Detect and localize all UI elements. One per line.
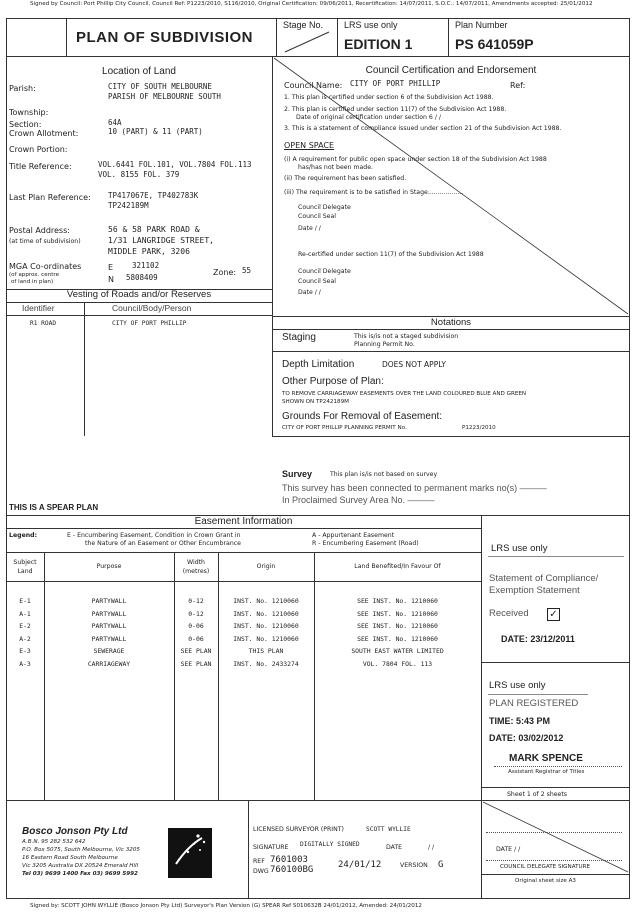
sheet-count: Sheet 1 of 2 sheets [507,791,568,798]
mga-sub-1: (of approx. centre [9,272,60,278]
sheet-size: Original sheet size A3 [515,878,576,884]
col-origin: Origin [256,563,276,570]
firm-po: P.O. Box 5075, South Melbourne, Vic 3205 [22,847,140,853]
council-name-value: CITY OF PORT PHILLIP [350,79,441,88]
plan-title: PLAN OF SUBDIVISION [76,29,254,46]
recertified-text: Re-certified under section 11(7) of the Subdivision Act 1988 [298,251,484,258]
other-purpose-label: Other Purpose of Plan: [282,376,384,387]
council-date-1: Date / / [298,225,321,232]
legend-a: A - Appurtenant Easement [312,532,395,539]
council-name-label: Council Name: [284,81,343,90]
township-label: Township: [9,108,49,117]
col-benefited: Land Benefited/In Favour Of [354,563,441,570]
ref-label: REF [253,858,265,865]
mga-sub-2: of land in plan) [11,279,54,285]
easement-cell-origin: INST. No. 1210060 [233,597,299,605]
soc-line-2: Exemption Statement [489,585,580,596]
soc-date: DATE: 23/12/2011 [501,634,575,644]
right-date: DATE / / [496,846,521,853]
col-subject-2: Land [17,568,33,575]
council-delegate-1: Council Delegate [298,204,351,211]
firm-tel: Tel 03) 9699 1400 Fax 03) 9699 5992 [22,871,138,877]
zone-label: Zone: [213,268,237,277]
easement-cell-width: 0-06 [188,622,204,630]
last-plan-2: TP242189M [108,201,149,210]
zone-value: 55 [242,266,252,275]
easement-cell-purpose: SEWERAGE [93,647,125,655]
postal-2: 1/31 LANGRIDGE STREET, [108,236,214,245]
staging-label: Staging [282,332,316,343]
survey-line-2: In Proclaimed Survey Area No. ——— [282,495,435,505]
title-ref-label: Title Reference: [9,162,72,171]
cert-item-2b: Date of original certification under section 6 / / [296,114,441,121]
easement-cell-origin: INST. No. 1210060 [233,634,299,643]
open-space-3: (iii) The requirement is to be satisfied in Stage.................. [284,189,464,196]
lrs-use-label: LRS use only [344,20,398,30]
crown-allotment-value: 10 (PART) & 11 (PART) [108,127,203,136]
council-ref-label: Ref: [510,81,526,90]
section-value: 64A [108,118,122,127]
open-space-2: (ii) The requirement has been satisfied. [284,175,407,182]
last-plan-label: Last Plan Reference: [9,193,91,202]
plan-number-label: Plan Number [455,20,508,30]
easement-cell-purpose: PARTYWALL [91,634,127,643]
mga-n: 5808409 [126,273,158,282]
council-delegate-signature: COUNCIL DELEGATE SIGNATURE [500,864,591,870]
legend-e2: the Nature of an Easement or Other Encumbrance [85,540,241,547]
grounds-value: CITY OF PORT PHILLIP PLANNING PERMIT No. [282,425,407,431]
crown-portion-label: Crown Portion: [9,145,68,154]
postal-label: Postal Address: [9,226,70,235]
received-label: Received [489,608,529,619]
easement-cell-subject: A-1 [19,609,31,618]
easement-cell-origin: INST. No. 2433274 [233,659,299,668]
council-delegate-2: Council Delegate [298,268,351,275]
registrar-name: MARK SPENCE [509,753,583,764]
firm-vic: Vic 3205 Australia DX 20524 Emerald Hill [22,863,139,869]
council-seal-2: Council Seal [298,278,337,285]
soc-line-1: Statement of Compliance/ [489,573,599,584]
bottom-signed-text: Signed by: SCOTT JOHN WYLLIE (Bosco Jonson Pty Ltd) Surveyor's Plan Version (G) SPEAR Ref S010632B 24/01/2012, Amended: 24/01/2012 [30,903,422,909]
col-subject-1: Subject [13,559,37,566]
easement-cell-origin: INST. No. 1210060 [233,609,299,618]
other-purpose-1: TO REMOVE CARRIAGEWAY EASEMENTS OVER THE LAND COLOURED BLUE AND GREEN [282,391,527,397]
cert-item-1: 1. This plan is certified under section 6 of the Subdivision Act 1988. [284,94,494,101]
registered-date: DATE: 03/02/2012 [489,733,564,743]
easement-cell-benefited: SOUTH EAST WATER LIMITED [351,647,444,655]
postal-sub: (at time of subdivision) [9,238,81,245]
title-ref-1: VOL.6441 FOL.101, VOL.7804 FOL.113 [98,160,252,169]
licensed-surveyor-label: LICENSED SURVEYOR (PRINT) [253,826,344,833]
easement-cell-subject: A-3 [19,659,31,668]
col-width-2: (metres) [182,568,210,575]
surveyor-date-label: DATE [386,844,403,851]
easement-cell-benefited: SEE INST. No. 1210060 [357,609,438,618]
stage-slash [277,18,337,56]
ref-value: 7601003 [270,855,308,865]
col-purpose: Purpose [96,563,122,570]
survey-line-1: This survey has been connected to permanent marks no(s) ——— [282,483,547,493]
vesting-col-council: Council/Body/Person [112,303,192,313]
easement-heading: Easement Information [194,516,293,527]
plan-registered: PLAN REGISTERED [489,698,579,709]
cert-item-2a: 2. This plan is certified under section 11(7) of the Subdivision Act 1988. [284,106,507,113]
firm-abn: A.B.N. 95 282 532 642 [22,839,86,845]
easement-cell-purpose: PARTYWALL [91,622,127,630]
crown-allotment-label: Crown Allotment: [9,129,79,138]
mga-label: MGA Co-ordinates [9,262,82,271]
survey-label: Survey [282,469,313,479]
stage-label: Stage No. [283,20,324,30]
licensed-surveyor-value: SCOTT WYLLIE [366,826,411,833]
easement-cell-width: 0-12 [188,609,204,618]
depth-label: Depth Limitation [282,359,355,370]
easement-cell-subject: E-3 [19,647,31,655]
vesting-row-council: CITY OF PORT PHILLIP [112,320,187,327]
signature-label: SIGNATURE [253,844,289,851]
last-plan-1: TP417067E, TP402783K [108,191,199,200]
firm-name: Bosco Jonson Pty Ltd [22,826,128,837]
mga-e-label: E [108,263,114,272]
easement-cell-subject: E-1 [19,597,31,605]
open-space-1b: has/has not been made. [298,164,373,171]
dwg-value: 760100BG [270,865,314,875]
staging-text-1: This is/is not a staged subdivision [354,333,459,340]
legend-label: Legend: [9,532,38,539]
top-signed-text: Signed by Council: Port Phillip City Council, Council Ref: P1223/2010, S116/2010, Original Certification: 09/06/2011, Recertification: 14/07/2011, S.O.C.: 14/07/2011, Amendments accepted: 25/01/2012 [30,1,593,7]
easement-cell-width: SEE PLAN [180,647,212,655]
staging-text-2: Planning Permit No. [354,341,415,348]
easement-cell-benefited: SEE INST. No. 1210060 [357,597,438,605]
legend-e: E - Encumbering Easement, Condition in Crown Grant in [67,532,241,539]
version-value: G [438,860,444,870]
easement-cell-purpose: PARTYWALL [91,597,127,605]
other-purpose-2: SHOWN ON TP242189M [282,399,349,405]
parish-value-1: CITY OF SOUTH MELBOURNE [108,82,212,91]
council-seal-1: Council Seal [298,213,337,220]
easement-cell-purpose: CARRIAGEWAY [87,659,131,668]
vesting-col-identifier: Identifier [22,303,55,313]
bosco-jonson-logo-icon [168,828,212,878]
registered-time: TIME: 5:43 PM [489,716,551,726]
easement-cell-width: 0-12 [188,597,204,605]
grounds-permit: P1223/2010 [462,425,496,431]
version-label: VERSION [400,862,428,869]
location-heading: Location of Land [102,66,176,77]
lrs-use-label-2: LRS use only [491,543,548,554]
plan-number: PS 641059P [455,36,534,52]
edition-text: EDITION 1 [344,36,413,52]
sign-date: 24/01/12 [338,860,382,870]
open-space-1a: (i) A requirement for public open space under section 18 of the Subdivision Act 1988 [284,156,547,163]
col-width-1: Width [187,559,205,566]
signature-value: DIGITALLY SIGNED [300,841,360,848]
easement-cell-origin: THIS PLAN [248,647,284,655]
parish-value-2: PARISH OF MELBOURNE SOUTH [108,92,221,101]
legend-r: R - Encumbering Easement (Road) [312,540,419,547]
title-ref-2: VOL. 8155 FOL. 379 [98,170,180,179]
survey-text: This plan is/is not based on survey [330,471,438,478]
easement-cell-origin: INST. No. 1210060 [233,622,299,630]
easement-cell-benefited: SEE INST. No. 1210060 [357,622,438,630]
easement-cell-benefited: VOL. 7804 FOL. 113 [362,659,433,668]
easement-cell-purpose: PARTYWALL [91,609,127,618]
postal-1: 56 & 58 PARK ROAD & [108,225,200,234]
section-label: Section: [9,120,42,129]
lrs-use-label-3: LRS use only [489,680,546,691]
mga-e: 321102 [132,261,160,270]
dwg-label: DWG [253,868,269,875]
cert-item-3: 3. This is a statement of compliance issued under section 21 of the Subdivision Act 1988. [284,125,562,132]
postal-3: MIDDLE PARK, 3206 [108,247,190,256]
easement-cell-subject: A-2 [19,634,31,643]
easement-cell-width: SEE PLAN [180,659,212,668]
council-date-2: Date / / [298,289,321,296]
vesting-row-id: R1 ROAD [30,320,57,327]
easement-cell-width: 0-06 [188,634,204,643]
grounds-label: Grounds For Removal of Easement: [282,411,443,422]
spear-plan-text: THIS IS A SPEAR PLAN [9,503,99,512]
surveyor-date-slashes: / / [428,844,435,851]
easement-cell-benefited: SEE INST. No. 1210060 [357,634,438,643]
easement-cell-subject: E-2 [19,622,31,630]
received-check-icon: ✓ [547,608,560,621]
notations-heading: Notations [430,317,472,328]
open-space-heading: OPEN SPACE [284,141,335,150]
parish-label: Parish: [9,84,36,93]
council-sign-cross-line [481,800,630,874]
council-heading: Council Certification and Endorsement [365,65,537,76]
vesting-heading: Vesting of Roads and/or Reserves [66,289,212,300]
registrar-title: Assistant Registrar of Titles [508,769,585,775]
depth-value: DOES NOT APPLY [382,360,446,369]
firm-street: 16 Eastern Road South Melbourne [22,855,118,861]
mga-n-label: N [108,275,114,284]
